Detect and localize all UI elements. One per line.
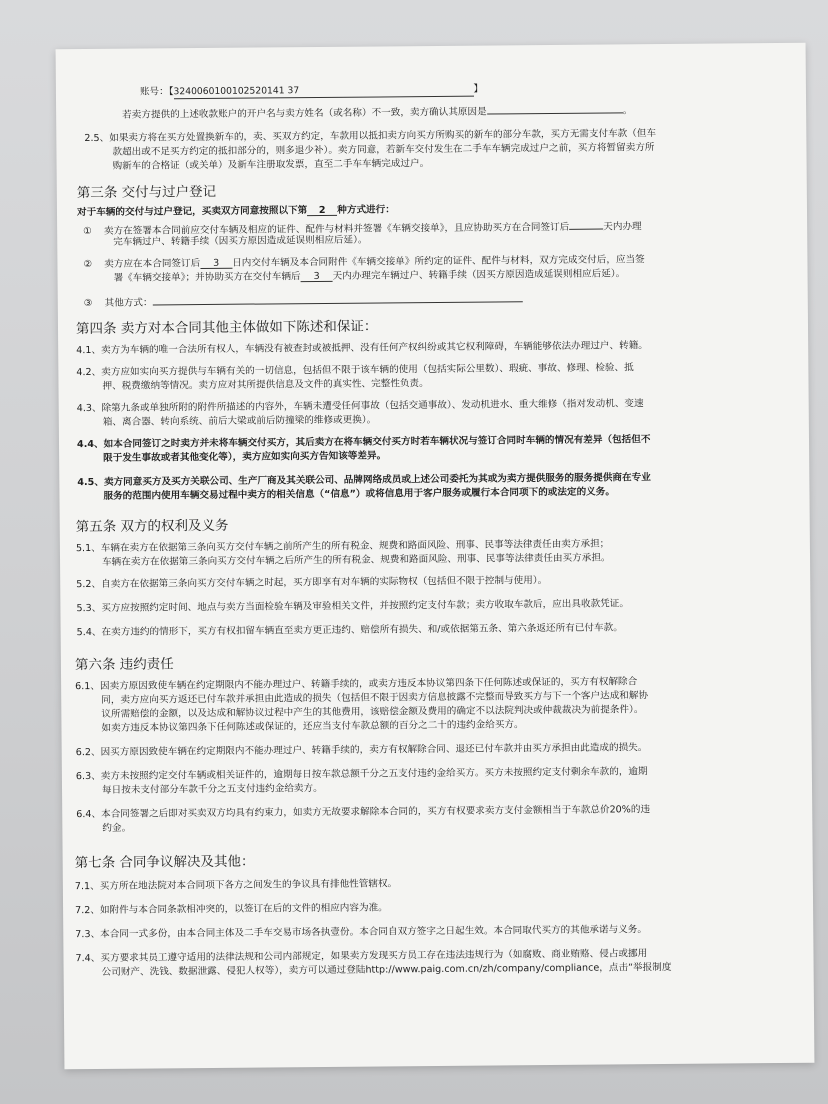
option-marker: ③ <box>83 297 93 310</box>
clause-6-4-l2: 约金。 <box>102 822 132 834</box>
clause-number: 4.2、 <box>76 366 102 379</box>
clause-number: 4.3、 <box>76 402 102 415</box>
option-text: 卖方应在本合同签订后 <box>104 258 201 270</box>
account-confirm <box>122 102 632 121</box>
clause-number: 6.2、 <box>75 746 101 759</box>
section-5-title: 第五条 双方的权利及义务 <box>75 517 229 536</box>
clause-text: 如附件与本合同条款相冲突的，以签订在后的文件的相应内容为准。 <box>99 902 388 916</box>
clause-5-4 <box>77 622 623 639</box>
option-2-days2[interactable]: 3 <box>301 271 333 282</box>
clause-number: 6.4、 <box>76 808 102 821</box>
account-label: 账号： <box>139 86 169 98</box>
clause-4-4-l2: 限于发生事故或者其他变化等），卖方应如实向买方告知该等差异。 <box>103 450 387 464</box>
clause-4-3-l2: 箱、离合器、转向系统、前后大梁或前后防撞梁的维修或更换）。 <box>102 414 377 428</box>
account-confirm-end: 。 <box>622 105 633 117</box>
clause-number: 7.4、 <box>75 952 101 965</box>
clause-text: 如本合同签订之时卖方并未将车辆交付买方，其后卖方在将车辆交付买方时若车辆状况与签订合同时车辆的情况有差异（包括但不 <box>103 434 651 450</box>
clause-text: 自卖方在依据第三条向买方交付车辆之时起，买方即享有对车辆的实际物权（包括但不限于控制与使用）。 <box>101 575 548 590</box>
clause-text: 买方所在地法院对本合同项下各方之间发生的争议具有排他性管辖权。 <box>99 878 398 892</box>
clause-6-4 <box>76 804 650 821</box>
clause-4-3 <box>77 398 644 415</box>
clause-text: 本合同签署之后即对买卖双方均具有约束力，如卖方无故要求解除本合同的，买方有权要求卖方支付金额相当于车款总价20%的违 <box>101 804 651 820</box>
clause-text: 买方要求其员工遵守适用的法律法规和公司内部规定，如果卖方发现买方员工存在违法违规行为（如腐败、商业贿赂、侵占或挪用 <box>100 948 648 964</box>
clause-5-3 <box>76 598 629 615</box>
clause-text: 本合同一式多份，由本合同主体及二手车交易市场各执壹份。本合同自双方签字之日起生效。本合同取代买方的其他承诺与义务。 <box>100 924 648 940</box>
clause-text: 卖方未按照约定交付车辆或相关证件的，逾期每日按车款总额千分之五支付违约金给买方。买方未按照约定支付剩余车款的，逾期 <box>100 766 648 782</box>
clause-4-2-l2: 押、税费缴纳等情况。卖方应对其所提供信息及文件的真实性、完整性负责。 <box>102 378 429 392</box>
section-6-title: 第六条 违约责任 <box>74 656 174 674</box>
clause-number: 5.4、 <box>76 626 102 639</box>
other-method-blank[interactable] <box>152 291 522 305</box>
clause-text: 车辆在卖方在依据第三条向买方交付车辆之前所产生的所有税金、规费和路面风险、刑事、民事等法律责任由卖方承担； <box>100 538 610 554</box>
clause-7-4-l2: 公司财产、洗钱、数据泄露、侵犯人权等），卖方可以通过登陆http://www.paig.com.cn/zh/company/compliance，点击“举报制度 <box>101 961 672 978</box>
clause-number: 5.1、 <box>75 542 101 555</box>
clause-number: 4.5、 <box>77 476 104 489</box>
clause-number: 6.1、 <box>75 680 101 693</box>
option-1-days-blank[interactable] <box>569 219 603 230</box>
clause-4-4 <box>77 434 651 451</box>
option-1-l2: 完车辆过户、转籍手续（因买方原因造成延误则相应后延）。 <box>113 234 368 248</box>
clause-2-5-l3: 购新车的合格证（或关单）及新车注册取发票，直至二手车车辆完成过户。 <box>112 158 430 172</box>
clause-number: 5.3、 <box>76 602 102 615</box>
section-3-intro <box>77 204 395 219</box>
clause-number: 7.3、 <box>75 928 101 941</box>
section-4-title: 第四条 卖方对本合同其他主体做如下陈述和保证： <box>75 318 378 338</box>
clause-text: 卖方同意买方及买方关联公司、生产厂商及其关联公司、品牌网络成员或上述公司委托为其或为卖方提供服务的服务提供商在专业 <box>103 472 651 488</box>
account-bracket-right: 】 <box>473 83 484 95</box>
option-text-end: 日内交付车辆及本合同附件《车辆交接单》所约定的证件、配件与材料，双方完成交付后，应当签 <box>232 254 645 269</box>
clause-number: 7.2、 <box>75 904 100 917</box>
clause-5-2 <box>76 575 547 591</box>
clause-text: 如果卖方将在买方处置换新车的，卖、买双方约定，车款用以抵扣卖方向买方所购买的新车的部分车款，买方无需支付车款（但车 <box>109 128 657 144</box>
account-line <box>140 84 483 100</box>
intro-text: 对于车辆的交付与过户登记，买卖双方同意按照以下第 <box>76 205 308 219</box>
clause-6-1-l3: 议所需赔偿的金额，以及达成和解协议过程中产生的其他费用，该赔偿金额及费用的确定不以法院判决或仲裁裁决为前提条件）。 <box>101 704 644 720</box>
clause-number: 4.1、 <box>76 344 102 357</box>
option-2-days[interactable]: 3 <box>200 258 232 269</box>
section-3-title: 第三条 交付与过户登记 <box>76 183 217 202</box>
clause-4-1 <box>76 340 648 357</box>
account-bracket-left: 【 <box>168 86 174 98</box>
intro-text-end: 种方式进行： <box>337 204 395 216</box>
clause-number: 2.5、 <box>84 132 110 145</box>
clause-4-2 <box>76 362 633 379</box>
clause-number: 4.4、 <box>76 438 104 451</box>
clause-7-2 <box>75 902 388 917</box>
clause-4-5-l2: 服务的范围内使用车辆交易过程中卖方的相关信息（“信息”）或将信息用于客户服务或履行本合同项下的或法定的义务。 <box>103 486 615 502</box>
clause-text: 在卖方违约的情形下，买方有权扣留车辆直至卖方更正违约、赔偿所有损失、和/或依据第五条、第六条返还所有已付车款。 <box>101 622 623 638</box>
clause-7-1 <box>75 878 397 893</box>
option-2-l2 <box>114 268 626 284</box>
contract-page <box>56 43 815 1070</box>
clause-number: 6.3、 <box>75 770 101 783</box>
option-text: 署《车辆交接单》；并协助买方在交付车辆后 <box>113 271 301 284</box>
account-confirm-text: 若卖方提供的上述收款账户的开户名与卖方姓名（或名称）不一致，卖方确认其原因是 <box>122 106 487 121</box>
clause-text: 除第九条或单独所附的附件所描述的内容外，车辆未遭受任何事故（包括交通事故）、发动机进水、重大维修（指对发动机、变速 <box>101 398 644 414</box>
clause-6-1-l4: 如卖方违反本协议第四条下任何陈述或保证的，还应当支付车款总额的百分之二十的违约金给买方。 <box>101 719 524 734</box>
clause-text: 卖方为车辆的唯一合法所有权人，车辆没有被查封或被抵押、没有任何产权纠纷或其它权利障碍，车辆能够依法办理过户、转籍。 <box>101 340 648 356</box>
option-3 <box>84 291 523 310</box>
account-number: 3240060100102520141 37 <box>173 84 473 100</box>
method-number[interactable]: 2 <box>307 205 337 216</box>
section-7-title: 第七条 合同争议解决及其他： <box>74 853 255 872</box>
clause-5-1-l2: 车辆在卖方在依据第三条向买方交付车辆之后所产生的所有税金、规费和路面风险、刑事、民事等法律责任由买方承担。 <box>101 552 611 568</box>
option-text-end: 天内办理 <box>603 221 642 233</box>
clause-6-2 <box>76 742 648 759</box>
clause-text: 买方应按照约定时间、地点与卖方当面检验车辆及审验相关文件，并按照约定支付车款；卖方收取车款后，应出具收款凭证。 <box>101 598 629 614</box>
clause-number: 7.1、 <box>74 880 100 893</box>
clause-6-3-l2: 每日按未支付部分车款千分之五支付违约金给卖方。 <box>101 782 323 796</box>
option-text: 卖方在签署本合同前应交付车辆及相应的证件、配件与材料并签署《车辆交接单》，且应协助买方在合同签订后 <box>103 221 570 237</box>
clause-number: 5.2、 <box>76 578 102 591</box>
clause-6-3 <box>76 766 648 783</box>
clause-2-5-l2: 款超出或不足买方约定的抵扣部分的，则多退少补）。卖方同意，若新车交付发生在二手车车辆完成过户之前，买方将暂留卖方所 <box>112 142 655 158</box>
clause-text: 卖方应如实向买方提供与车辆有关的一切信息，包括但不限于该车辆的使用（包括实际公里数）、瑕疵、事故、修理、检验、抵 <box>101 362 634 378</box>
clause-7-3 <box>75 924 647 941</box>
option-marker: ① <box>83 225 92 238</box>
option-marker: ② <box>83 258 93 271</box>
clause-text: 因卖方原因致使车辆在约定期限内不能办理过户、转籍手续的，或卖方违反本协议第四条下任何陈述或保证的，买方有权解除合 <box>99 676 638 692</box>
reason-blank[interactable] <box>487 102 623 114</box>
clause-6-1-l2: 同，卖方应向买方返还已付车款并承担由此造成的损失（包括但不限于因卖方信息披露不完整而导致买方与下一个客户达成和解协 <box>101 690 649 706</box>
option-text: 其他方式： <box>104 297 153 309</box>
clause-text: 因买方原因致使车辆在约定期限内不能办理过户、转籍手续的，卖方有权解除合同、退还已付车款并由买方承担由此造成的损失。 <box>100 742 648 758</box>
option-text-end: 天内办理完车辆过户、转籍手续（因买方原因造成延误则相应后延）。 <box>332 268 626 282</box>
